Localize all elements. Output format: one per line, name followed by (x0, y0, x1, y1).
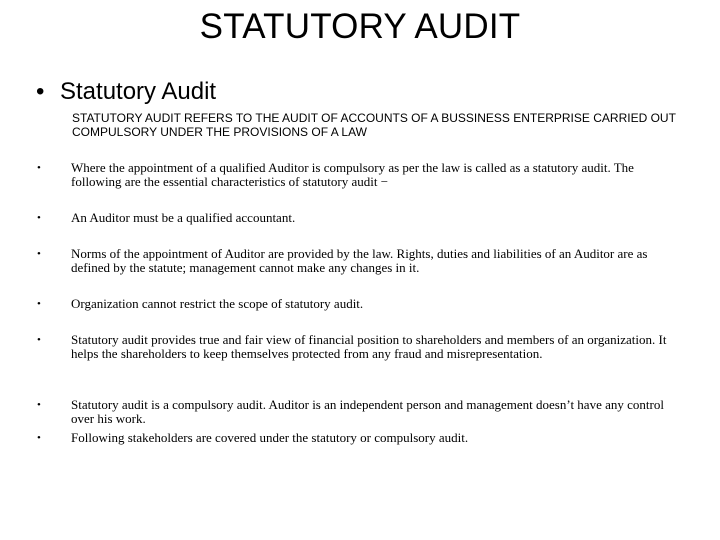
definition-text: STATUTORY AUDIT REFERS TO THE AUDIT OF ACCOUNTS OF A BUSSINESS ENTERPRISE CARRIED OUT COMPULSORY UNDER THE PROVISIONS OF A LAW (72, 111, 676, 139)
bullet-marker: • (37, 334, 41, 346)
list-item-text: Following stakeholders are covered under the statutory or compulsory audit. (71, 430, 469, 445)
bullet-marker: • (37, 399, 41, 411)
bullet-marker: • (37, 248, 41, 260)
main-bullet-marker: • (36, 78, 45, 105)
list-item-text: Statutory audit provides true and fair view of financial position to shareholders and members of an organization. It helps the shareholders to keep themselves protected from any fraud and misrepresentation. (71, 332, 667, 361)
bullet-marker: • (37, 298, 41, 310)
bullet-marker: • (37, 212, 41, 224)
list-item-text: Organization cannot restrict the scope of statutory audit. (71, 296, 364, 311)
list-item-text: Norms of the appointment of Auditor are provided by the law. Rights, duties and liabilities of an Auditor are as defined by the statute; management cannot make any changes in it. (71, 246, 648, 275)
list-item-text: Statutory audit is a compulsory audit. Auditor is an independent person and management doesn’t have any control over his work. (71, 397, 664, 426)
list-item-text: An Auditor must be a qualified accountant. (71, 210, 296, 225)
bullet-marker: • (37, 162, 41, 174)
slide-title: STATUTORY AUDIT (199, 7, 521, 46)
main-bullet-text: Statutory Audit (60, 78, 217, 105)
list-item-text: Where the appointment of a qualified Auditor is compulsory as per the law is called as a statutory audit. The following are the essential characteristics of statutory audit − (71, 160, 634, 189)
bullet-marker: • (37, 432, 41, 444)
